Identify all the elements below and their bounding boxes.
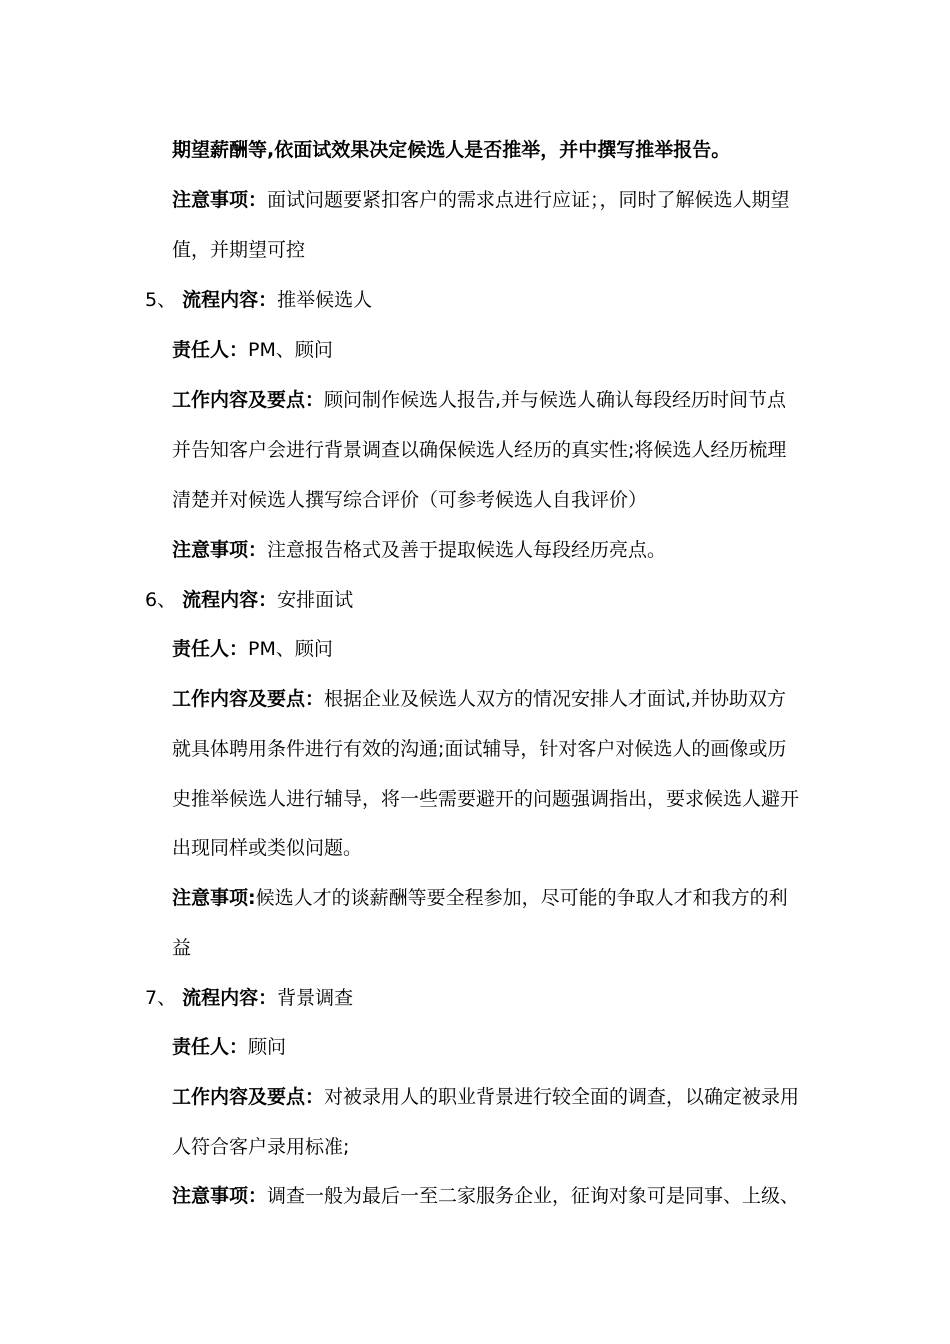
work-line — [172, 1085, 799, 1109]
owner-line — [172, 637, 333, 661]
note-label: 注意事项： — [172, 539, 268, 561]
owner-line — [172, 1035, 286, 1059]
note-label: 注意事项： — [172, 189, 268, 211]
step-heading — [145, 288, 372, 312]
work-line-cont: 清楚并对候选人撰写综合评价（可参考候选人自我评价） — [172, 489, 648, 511]
owner-label: 责任人： — [172, 638, 249, 660]
step-number: 6、 — [145, 589, 177, 611]
continuation-note-cont: 值，并期望可控 — [172, 239, 306, 261]
work-line — [172, 687, 786, 711]
work-line-cont: 史推举候选人进行辅导，将一些需要避开的问题强调指出，要求候选人避开 — [172, 788, 800, 810]
process-label: 流程内容： — [182, 589, 278, 611]
process-value: 安排面试 — [277, 589, 354, 611]
work-line — [172, 388, 786, 412]
process-value: 推举候选人 — [277, 289, 373, 311]
work-line-cont: 就具体聘用条件进行有效的沟通;面试辅导，针对客户对候选人的画像或历 — [172, 738, 787, 760]
work-text: 对被录用人的职业背景进行较全面的调查，以确定被录用 — [324, 1086, 800, 1108]
step-heading — [145, 986, 353, 1010]
note-line-cont: 益 — [172, 937, 192, 959]
work-line-cont: 并告知客户会进行背景调查以确保候选人经历的真实性;将候选人经历梳理 — [172, 439, 787, 461]
note-line — [172, 538, 666, 562]
work-label: 工作内容及要点： — [172, 389, 325, 411]
note-label: 注意事项: — [172, 887, 256, 909]
note-text: 调查一般为最后一至二家服务企业，征询对象可是同事、上级、 — [267, 1185, 800, 1207]
step-heading — [145, 588, 353, 612]
owner-value: PM、顾问 — [248, 638, 333, 660]
work-label: 工作内容及要点： — [172, 688, 325, 710]
process-label: 流程内容： — [182, 987, 278, 1009]
note-line — [172, 886, 788, 910]
step-number: 7、 — [145, 987, 177, 1009]
note-text: 注意报告格式及善于提取候选人每段经历亮点。 — [267, 539, 667, 561]
owner-label: 责任人： — [172, 339, 249, 361]
note-text: 面试问题要紧扣客户的需求点进行应证；，同时了解候选人期望 — [267, 189, 790, 211]
owner-value: PM、顾问 — [248, 339, 333, 361]
note-line — [172, 1184, 799, 1208]
work-line-cont: 出现同样或类似问题。 — [172, 837, 363, 859]
note-label: 注意事项： — [172, 1185, 268, 1207]
work-label: 工作内容及要点： — [172, 1086, 325, 1108]
work-text: 根据企业及候选人双方的情况安排人才面试,并协助双方 — [324, 688, 787, 710]
step-number: 5、 — [145, 289, 177, 311]
process-label: 流程内容： — [182, 289, 278, 311]
process-value: 背景调查 — [277, 987, 354, 1009]
owner-value: 顾问 — [248, 1036, 287, 1058]
work-text: 顾问制作候选人报告,并与候选人确认每段经历时间节点 — [324, 389, 787, 411]
continuation-note — [172, 188, 790, 212]
continuation-line: 期望薪酬等,依面试效果决定候选人是否推举，并中撰写推举报告。 — [172, 139, 731, 161]
owner-line — [172, 338, 333, 362]
work-line-cont: 人符合客户录用标准; — [172, 1136, 350, 1158]
owner-label: 责任人： — [172, 1036, 249, 1058]
note-text: 候选人才的谈薪酬等要全程参加，尽可能的争取人才和我方的利 — [255, 887, 788, 909]
